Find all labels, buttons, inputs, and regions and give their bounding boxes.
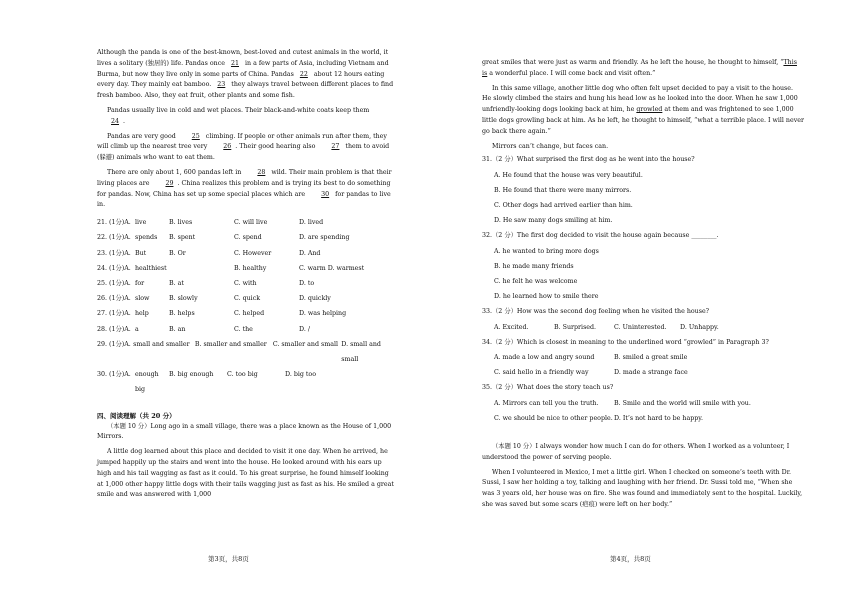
blank-28: 28 [257,168,266,176]
question-33: 33.（2 分）How was the second dog feeling when he visited the house? [482,308,710,316]
reading-paragraph: In this same village, another little dog who often felt upset decided to pay a visit to the house. He slowly climbed the stairs and hung his head low as he looked into the door. When he saw 1,000 unfriendly-looking dogs looking back at him, he growled at them and was frightened to see 1,000 little dogs growling back at him. As he left, he thought to himself, “what a terrible place. I will never go back there again.” [482,84,804,135]
reading-paragraph: （本题 10 分）I always wonder how much I can do for others. When I worked as a volunteer, I understood the power of serving people. [482,443,790,461]
answer-option: B. smiled a great smile [614,354,688,362]
answer-option: B. He found that there were many mirrors. [494,186,632,194]
answer-row [482,320,804,335]
blank-26: 26 [223,143,232,151]
blank-21: 21 [230,59,239,67]
question-35: 35.（2 分）What does the story teach us? [482,384,614,392]
options-list [97,215,397,397]
option-row: 29. (1分)A. small and smaller B. smaller and smaller C. smaller and small D. small and small [97,340,381,363]
option-row: 27. (1分)A. help B. helps C. helped D. was helping [97,310,347,318]
option-row: 25. (1分)A. for B. at C. with D. to [97,279,315,287]
answer-option: C. Other dogs had arrived earlier than him. [494,201,633,209]
answer-option: C. Uninterested. [614,323,667,331]
answer-row [482,365,804,380]
right-page [430,0,860,608]
blank-22: 22 [299,70,308,78]
answer-row [482,396,804,411]
blank-23: 23 [217,81,226,89]
answer-option: D. Unhappy. [680,323,719,331]
cloze-paragraph: Pandas are very good 25 climbing. If people or other animals run after them, they will climb up the nearest tree very 26 . Their good hearing also 27 them to avoid (躲避) animals who want to eat them. [97,132,390,162]
answer-option: C. said hello in a friendly way [494,369,589,377]
section-title: 四、阅读理解（共 20 分） [97,411,176,420]
cloze-passage [97,48,397,211]
left-column [97,48,397,501]
blank-29: 29 [165,179,174,187]
blank-27: 27 [331,143,340,151]
answer-row [482,411,804,426]
right-column [482,58,804,511]
answer-option: A. he wanted to bring more dogs [494,247,599,255]
reading-paragraph: When I volunteered in Mexico, I met a little girl. When I checked on someone’s teeth with Dr. Sussi, I saw her holding a toy, talking and laughing with her friend. Dr. Sussi told me, “When she was 3 years old, her house was on fire. She was found and immediately sent to the hospital. Luckily, she was saved but some scars (疤痕) were left on her body.” [482,468,803,509]
option-row: 21. (1分)A. live B. lives C. will live D. lived [97,219,324,227]
question-34: 34.（2 分）Which is closest in meaning to the underlined word “growled” in Paragraph 3? [482,338,769,346]
option-row: 28. (1分)A. a B. an C. the D. / [97,325,310,333]
option-row: 24. (1分)A. healthiest B. healthy C. warm D. warmest [97,264,365,272]
blank-24: 24 [111,117,120,125]
reading-paragraph: A little dog learned about this place and decided to visit it one day. When he arrived, he jumped happily up the stairs and went into the house. He looked around with his ears up high and his tail wagging as fast as it could. To his great surprise, he found himself looking at 1,000 other happy little dogs with their tails wagging just as fast as his. He smiled a great smile and was answered with 1,000 [97,448,394,499]
answer-option: C. we should be nice to other people. [494,414,613,422]
answer-row [482,350,804,365]
answer-option: C. he felt he was welcome [494,278,578,285]
cloze-paragraph: There are only about 1, 600 pandas left in 28 wild. Their main problem is that their living places are 29 . China realizes this problem and is trying its best to do something for pandas. Now, China has set up some special places which are 30 for pandas to live in. [97,168,392,209]
answer-option: D. He saw many dogs smiling at him. [494,217,613,225]
cloze-paragraph: Although the panda is one of the best-known, best-loved and cutest animals in the world, it lives a solitary (独居的) life. Pandas once 21 in a few parts of Asia, including Vietnam and Burma, but now they live only in some parts of China. Pandas 22 about 12 hours eating every day. They mainly eat bamboo. 23 they always travel between different places to find fresh bamboo. Also, they eat fruit, other plants and some fish. [97,49,394,100]
answer-option: D. made a strange face [614,369,688,377]
answer-option: B. he made many friends [494,262,574,270]
cloze-paragraph: Pandas usually live in cold and wet places. Their black-and-white coats keep them 24 . [97,106,397,128]
answer-option: A. He found that the house was very beautiful. [494,171,643,179]
page-number: 第4页，共8页 [610,555,651,563]
question-31: 31.（2 分）What surprised the first dog as he went into the house? [482,156,695,164]
option-row: 22. (1分)A. spends B. spent C. spend D. are spending [97,234,350,242]
reading-paragraph: Mirrors can’t change, but faces can. [492,142,609,150]
reading-intro: （本题 10 分）Long ago in a small village, there was a place known as the House of 1,000 Mirrors. [97,422,392,441]
option-row: 26. (1分)A. slow B. slowly C. quick D. quickly [97,295,331,303]
blank-30: 30 [321,190,330,198]
option-row: 30. (1分)A. enough big B. big enough C. too big D. big too [97,371,317,394]
answer-option: A. Mirrors can tell you the truth. [494,399,599,407]
blank-25: 25 [191,132,200,140]
answer-option: D. It’s not hard to be happy. [614,414,703,422]
answer-option: B. Surprised. [554,323,597,331]
answer-option: A. made a low and angry sound [494,354,595,362]
answer-option: A. Excited. [494,323,529,331]
question-32: 32.（2 分）The first dog decided to visit the house again because ________. [482,232,719,240]
option-row: 23. (1分)A. But B. Or C. However D. And [97,249,321,257]
answer-option: D. he learned how to smile there [494,293,599,301]
reading-paragraph: great smiles that were just as warm and friendly. As he left the house, he thought to himself, “This is a wonderful place. I will come back and visit often.” [482,59,797,77]
answer-option: B. Smile and the world will smile with you. [614,399,751,407]
page-number: 第3页，共8页 [208,555,249,563]
underlined-word: growled [636,106,663,114]
